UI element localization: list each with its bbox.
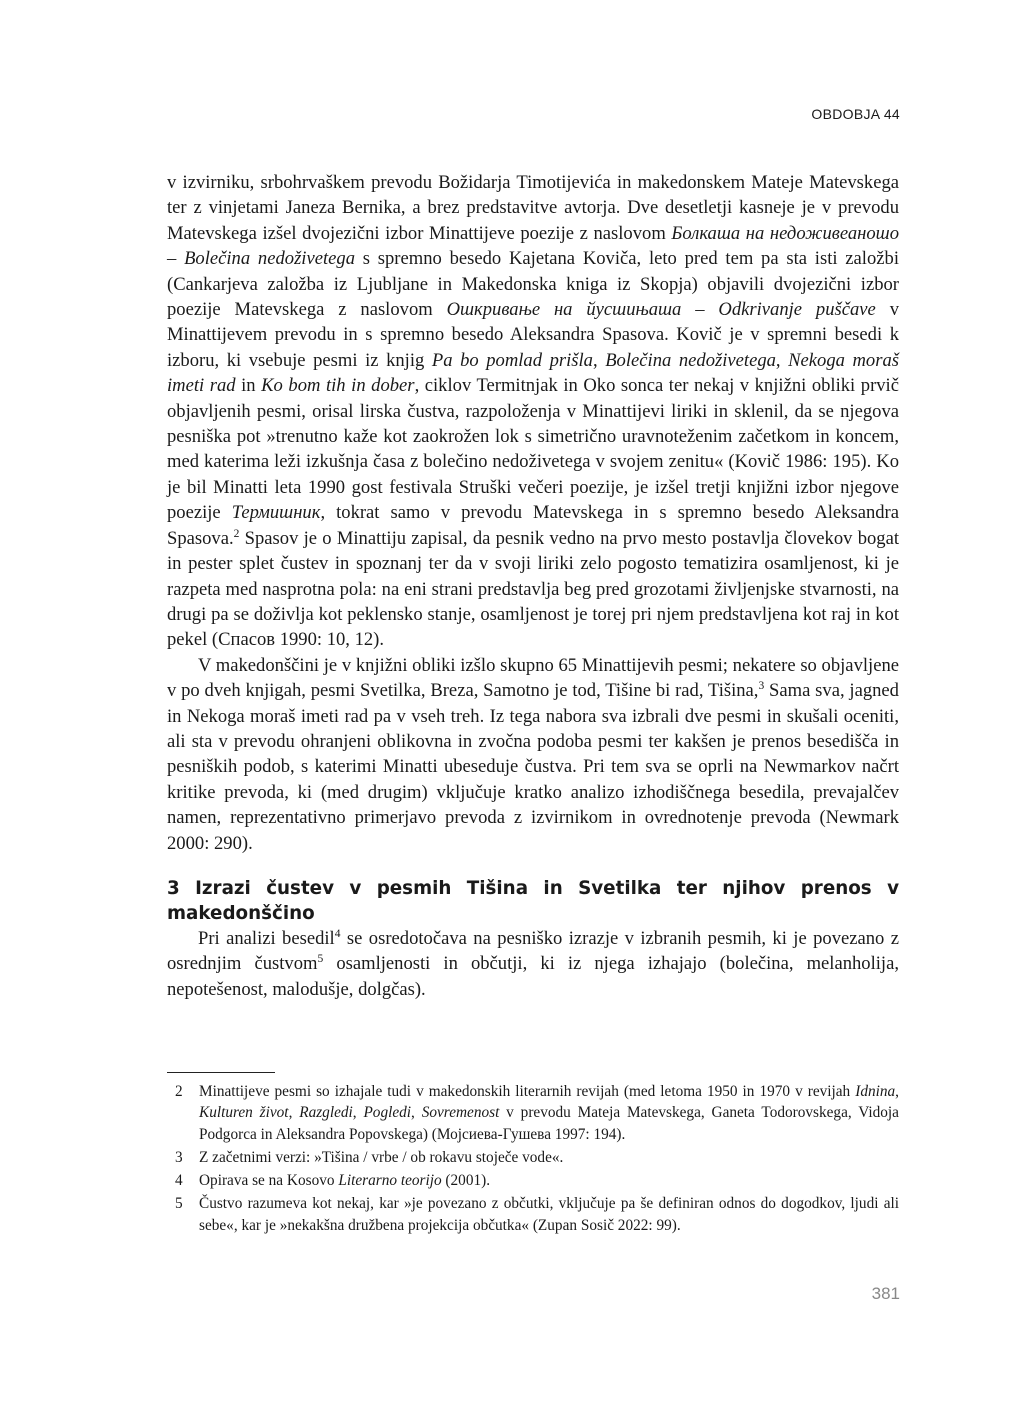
main-text xyxy=(167,170,899,1002)
footnote-3: 3 Z začetnimi verzi: »Tišina / vrbe / ob rokavu stoječe vode«. xyxy=(167,1147,899,1168)
footnote-5: 5 Čustvo razumeva kot nekaj, kar »je povezano z občutki, vključuje pa še definiran odnos do dogodkov, ljudi ali sebe«, kar je »nekakšna družbena projekcija občutka« (Zupan Sosič 2022: 99). xyxy=(175,1195,899,1234)
footnote-number: 5 xyxy=(175,1195,183,1213)
footnote-separator xyxy=(167,1072,275,1073)
footnote-ref-3[interactable]: 3 xyxy=(758,679,765,692)
section-heading: 3 Izrazi čustev v pesmih Tišina in Svetilka ter njihov prenos v makedonščino xyxy=(167,877,899,924)
paragraph-1: v izvirniku, srbohrvaškem prevodu Božidarja Timotijevića in makedonskem Mateje Matevskega ter z vinjetami Janeza Bernika, a brez predstavitve avtorja. Dve desetletji kasneje je v prevodu Matevskega izšel dvojezični izbor Minattijeve poezije z naslovom Болкаша на недоживеаношо – Bolečina nedoživetega s spremno besedo Kajetana Koviča, leto pred tem pa sta isti založbi (Cankarjeva založba iz Ljubljane in Makedonska kniga iz Skopja) objavili dvojezični izbor poezije Matevskega z naslovom Ошкривање на йусшињаша – Odkrivanje puščave v Minattijevem prevodu in s spremno besedo Aleksandra Spasova. Kovič je v spremni besedi k izboru, ki vsebuje pesmi iz knjig Pa bo pomlad prišla, Bolečina nedoživetega, Nekoga moraš imeti rad in Ko bom tih in dober, ciklov Termitnjak in Oko sonca ter nekaj v knjižni obliki prvič objavljenih pesmi, orisal lirska čustva, razpoloženja v Minattijevi liriki in sklenil, da se njegova pesniška pot »trenutno kaže kot zaokrožen lok s simetrično uravnoteženim začetkom in koncem, med katerima leži izkušnja časa z bolečino nedoživetega v svojem zenitu« (Kovič 1986: 195). Ko je bil Minatti leta 1990 gost festivala Struški večeri poezije, je izšel tretji knjižni izbor njegove poezije Термишник, tokrat samo v prevodu Matevskega in s spremno besedo Aleksandra Spasova.$^2$ Spasov je o Minattiju zapisal, da pesnik vedno na prvo mesto postavlja človekov bogat in pester splet čustev in spoznanj ter da v svoji liriki zelo pogosto tematizira osamljenost, ki je razpeta med nasprotna pola: na eni strani predstavlja beg pred grozotami življenjske stvarnosti, na drugi pa se doživlja kot peklensko stanje, osamljenost je torej pri njem predstavljena kot raj in kot pekel (Спасов 1990: 10, 12). xyxy=(167,172,899,651)
footnote-number: 3 xyxy=(175,1148,183,1166)
page-number: 381 xyxy=(871,1284,900,1303)
paragraph-2: V makedonščini je v knjižni obliki izšlo skupno 65 Minattijevih pesmi; nekatere so objavljene v po dveh knjigah, pesmi Svetilka, Breza, Samotno je tod, Tišine bi rad, Tišina,$^3$ Sama sva, jagned in Nekoga moraš imeti rad pa v vseh treh. Iz tega nabora sva izbrali dve pesmi in skušali oceniti, ali sta v prevodu ohranjeni oblikovna in zvočna podoba pesmi ter kakšen je prenos besedišča in pesniških podob, s katerimi Minatti ubeseduje čustva. Pri tem sva se oprli na Newmarkov načrt kritike prevoda, ki (med drugim) vključuje kratko analizo izhodiščnega besedila, prevajalčev namen, reprezentativno primerjavo prevoda z izvirnikom in ovrednotenje prevoda (Newmark 2000: 290). xyxy=(167,654,899,854)
footnote-ref-5[interactable]: 5 xyxy=(317,953,324,966)
footnote-4: 4 Opirava se na Kosovo Literarno teorijo (2001). xyxy=(167,1170,899,1191)
footnote-number: 4 xyxy=(175,1172,183,1190)
footnote-2: 2 Minattijeve pesmi so izhajale tudi v makedonskih literarnih revijah (med letoma 1950 in 1970 v revijah Idnina, Kulturen život, Razgledi, Pogledi, Sovremenost v prevodu Mateja Matevskega, Ganeta Todorovskega, Vidoja Podgorca in Aleksandra Popovskega) (Мојсиева-Гушева 1997: 194). xyxy=(175,1083,899,1143)
footnotes xyxy=(167,1081,899,1238)
footnote-ref-4[interactable]: 4 xyxy=(334,927,341,940)
running-header: OBDOBJA 44 xyxy=(811,106,900,122)
footnote-ref-2[interactable]: 2 xyxy=(233,527,240,540)
paragraph-3: Pri analizi besedil$^4$ se osredotočava na pesniško izrazje v izbranih pesmih, ki je povezano z osrednjim čustvom$^5$ osamljenosti in občutji, ki iz njega izhajajo (bolečina, melanholija, nepotešenost, malodušje, dolgčas). xyxy=(167,927,900,1000)
footnote-number: 2 xyxy=(175,1083,183,1100)
